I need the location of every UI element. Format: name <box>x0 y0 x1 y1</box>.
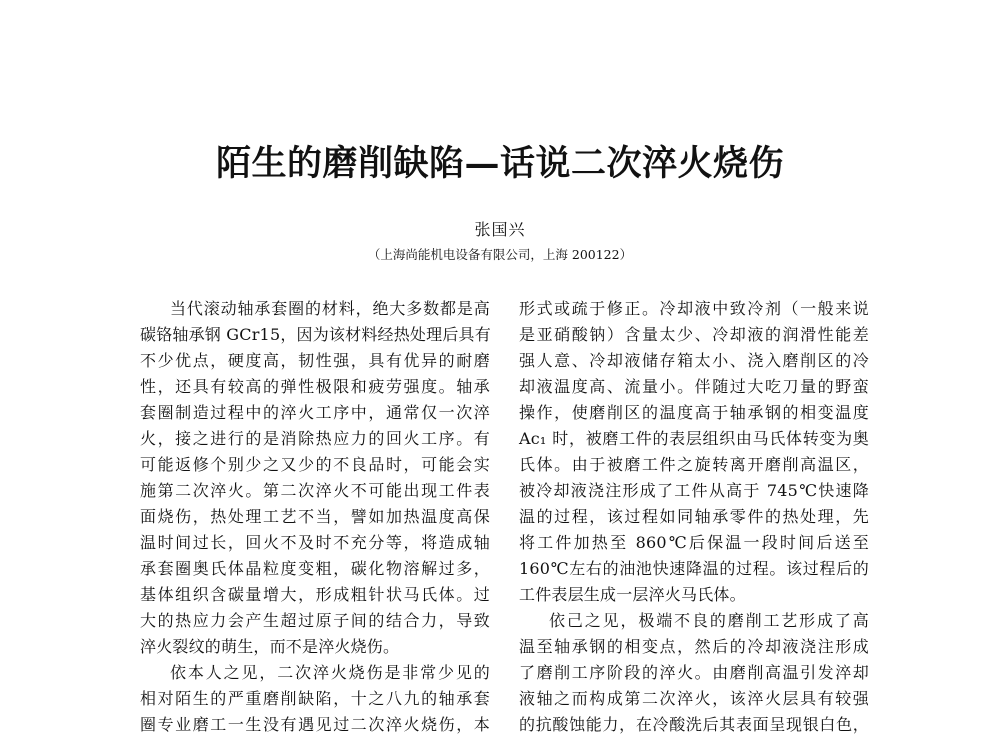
text-line: 温时间过长，回火不及时不充分等，将造成轴 <box>140 533 490 552</box>
text-line: 的抗酸蚀能力，在冷酸洗后其表面呈现银白色， <box>519 715 869 734</box>
text-line: 160℃左右的油池快速降温的过程。该过程后的 <box>519 559 869 578</box>
text-line: 液轴之而构成第二次淬火，该淬火层具有较强 <box>519 689 869 708</box>
body-column-right <box>519 296 869 738</box>
text-line: 却液温度高、流量小。伴随过大吃刀量的野蛮 <box>519 377 869 396</box>
text-line: 氏体。由于被磨工件之旋转离开磨削高温区， <box>519 455 869 474</box>
author-affiliation: （上海尚能机电设备有限公司，上海 200122） <box>367 247 633 262</box>
author-name: 张国兴 <box>474 220 526 239</box>
text-line: 将工件加热至 860℃后保温一段时间后送至 <box>519 533 869 552</box>
text-line: 不少优点，硬度高，韧性强，具有优异的耐磨 <box>140 351 490 370</box>
text-line: 基体组织含碳量增大，形成粗针状马氏体。过 <box>140 585 490 604</box>
text-line: 淬火裂纹的萌生，而不是淬火烧伤。 <box>140 637 400 656</box>
text-line: 了磨削工序阶段的淬火。由磨削高温引发淬却 <box>519 663 869 682</box>
text-line: 形式或疏于修正。冷却液中致冷剂（一般来说 <box>519 299 869 318</box>
text-line: 相对陌生的严重磨削缺陷，十之八九的轴承套 <box>140 689 490 708</box>
text-line: Ac₁ 时，被磨工件的表层组织由马氏体转变为奥 <box>519 429 869 448</box>
text-line: 依己之见，极端不良的磨削工艺形成了高 <box>549 611 869 630</box>
text-line: 碳铬轴承钢 GCr15，因为该材料经热处理后具有 <box>140 325 491 344</box>
text-line: 当代滚动轴承套圈的材料，绝大多数都是高 <box>170 299 490 318</box>
text-line: 可能返修个别少之又少的不良品时，可能会实 <box>140 455 490 474</box>
text-line: 是亚硝酸钠）含量太少、冷却液的润滑性能差 <box>519 325 869 344</box>
text-line: 圈专业磨工一生没有遇见过二次淬火烧伤，本 <box>140 715 490 734</box>
text-line: 被冷却液浇注形成了工件从高于 745℃快速降 <box>519 481 869 500</box>
text-line: 套圈制造过程中的淬火工序中，通常仅一次淬 <box>140 403 490 422</box>
text-line: 面烧伤，热处理工艺不当，譬如加热温度高保 <box>140 507 490 526</box>
text-line: 依本人之见，二次淬火烧伤是非常少见的 <box>170 663 490 682</box>
text-line: 工件表层生成一层淬火马氏体。 <box>519 585 746 604</box>
text-line: 大的热应力会产生超过原子间的结合力，导致 <box>140 611 490 630</box>
text-line: 温至轴承钢的相变点，然后的冷却液浇注形成 <box>519 637 869 656</box>
text-line: 承套圈奥氏体晶粒度变粗，碳化物溶解过多， <box>140 559 490 578</box>
text-line: 操作，使磨削区的温度高于轴承钢的相变温度 <box>519 403 869 422</box>
article-title: 陌生的磨削缺陷—话说二次淬火烧伤 <box>215 143 784 184</box>
text-line: 火，接之进行的是消除热应力的回火工序。有 <box>140 429 490 448</box>
text-line: 温的过程，该过程如同轴承零件的热处理，先 <box>519 507 869 526</box>
text-line: 施第二次淬火。第二次淬火不可能出现工件表 <box>140 481 490 500</box>
text-line: 性，还具有较高的弹性极限和疲劳强度。轴承 <box>140 377 490 396</box>
text-line: 强人意、冷却液储存箱太小、浇入磨削区的冷 <box>519 351 869 370</box>
body-column-left <box>140 296 490 738</box>
